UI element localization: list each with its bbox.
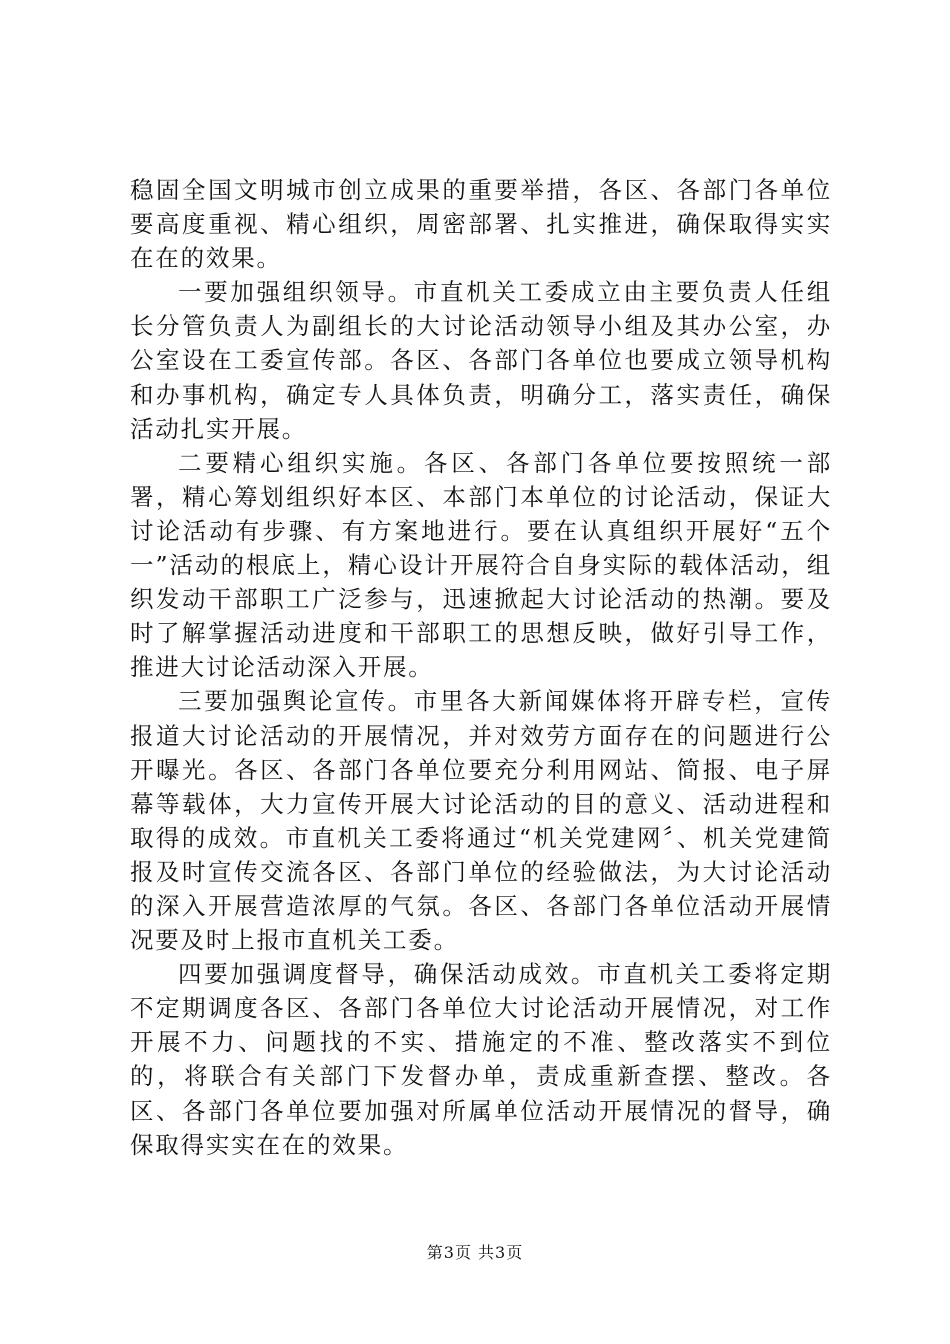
paragraph-organization-leadership: 一要加强组织领导。市直机关工委成立由主要负责人任组长分管负责人为副组长的大讨论活动领导小组及其办公室，办公室设在工委宣传部。各区、各部门各单位也要成立领导机构和办事机构，确定专人具体负责，明确分工，落实责任，确保活动扎实开展。 [130, 278, 832, 443]
paragraph-publicity: 三要加强舆论宣传。市里各大新闻媒体将开辟专栏，宣传报道大讨论活动的开展情况，并对效劳方面存在的问题进行公开曝光。各区、各部门各单位要充分利用网站、简报、电子屏幕等载体，大力宣传开展大讨论活动的目的意义、活动进程和取得的成效。市直机关工委将通过“机关党建网〞、机关党建简报及时宣传交流各区、各部门单位的经验做法，为大讨论活动的深入开展营造浓厚的气氛。各区、各部门各单位活动开展情况要及时上报市直机关工委。 [130, 687, 832, 955]
page-number-footer: 第3页 共3页 [426, 1243, 524, 1262]
paragraph-supervision: 四要加强调度督导，确保活动成效。市直机关工委将定期不定期调度各区、各部门各单位大讨论活动开展情况，对工作开展不力、问题找的不实、措施定的不准、整改落实不到位的，将联合有关部门下发督办单，责成重新查摆、整改。各区、各部门各单位要加强对所属单位活动开展情况的督导，确保取得实实在在的效果。 [130, 960, 832, 1159]
paragraph-organization-implementation: 二要精心组织实施。各区、各部门各单位要按照统一部署，精心筹划组织好本区、本部门本单位的讨论活动，保证大讨论活动有步骤、有方案地进行。要在认真组织开展好“五个一”活动的根底上，精心设计开展符合自身实际的载体活动，组织发动干部职工广泛参与，迅速掀起大讨论活动的热潮。要及时了解掌握活动进度和干部职工的思想反映，做好引导工作，推进大讨论活动深入开展。 [130, 448, 832, 682]
paragraph-continuation: 稳固全国文明城市创立成果的重要举措，各区、各部门各单位要高度重视、精心组织，周密部署、扎实推进，确保取得实实在在的效果。 [130, 176, 832, 273]
document-body [130, 173, 832, 1162]
